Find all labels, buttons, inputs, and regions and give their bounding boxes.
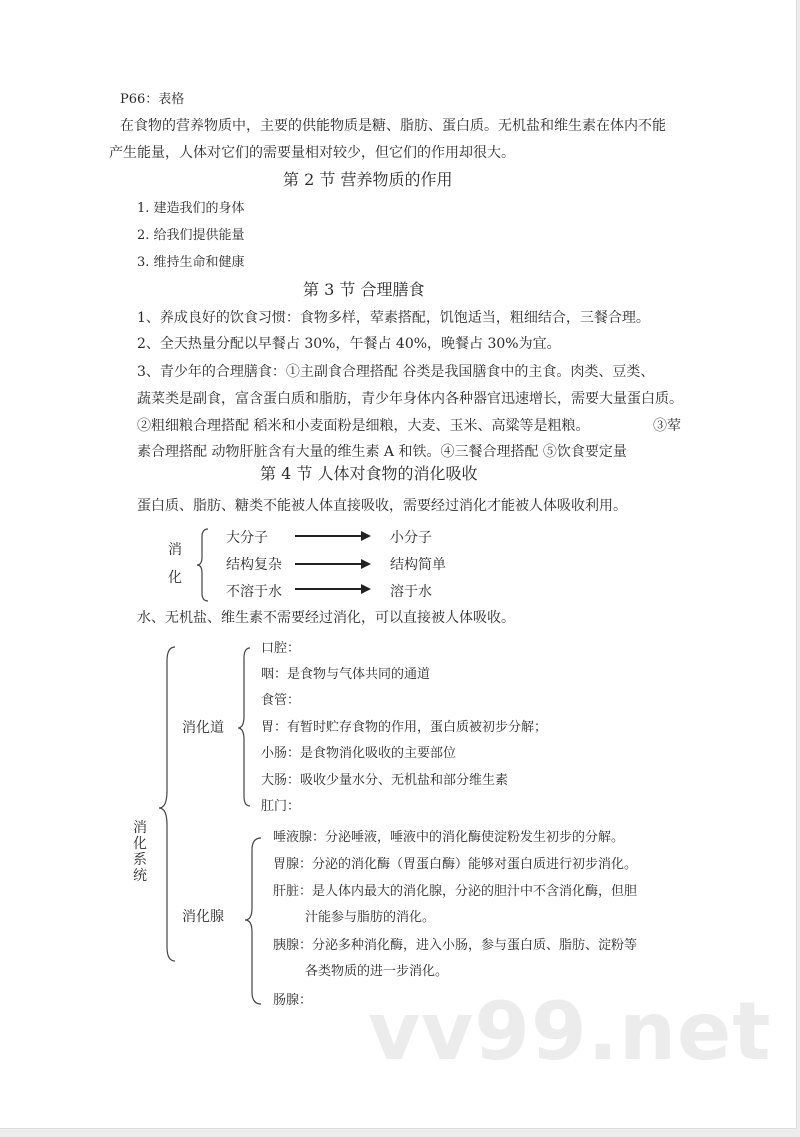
no-digestion-note: 水、无机盐、维生素不需要经过消化，可以直接被人体吸收。: [137, 610, 515, 626]
right-arrow-icon: [295, 558, 375, 570]
large-brace-icon: [155, 645, 179, 965]
section-4-title: 第 4 节 人体对食物的消化吸收: [260, 464, 478, 483]
section-2-title: 第 2 节 营养物质的作用: [283, 170, 453, 189]
section-3-line: 蔬菜类是副食，富含蛋白质和脂肪，青少年身体内各种器官迅速增长，需要大量蛋白质。: [137, 391, 683, 407]
transform-from: 不溶于水: [226, 584, 282, 600]
digestion-label: 消化: [168, 542, 182, 586]
section-3-line: 素合理搭配 动物肝脏含有大量的维生素 A 和铁。④三餐合理搭配 ⑤饮食要定量: [137, 444, 627, 460]
section-3-line: 3、青少年的合理膳食：①主副食合理搭配 谷类是我国膳食中的主食。肉类、豆类、: [137, 364, 655, 380]
watermark: vv99.net: [368, 985, 772, 1078]
gland-item: 肝脏：是人体内最大的消化腺，分泌的胆汁中不含消化酶，但胆: [273, 884, 638, 899]
gland-item: 胰腺：分泌多种消化酶，进入小肠，参与蛋白质、脂肪、淀粉等: [273, 938, 638, 953]
transform-from: 结构复杂: [226, 557, 282, 573]
gland-item: 胃腺：分泌的消化酶（胃蛋白酶）能够对蛋白质进行初步消化。: [273, 857, 638, 872]
digestive-glands-label: 消化腺: [182, 909, 224, 925]
intro-line-2: 产生能量，人体对它们的需要量相对较少，但它们的作用却很大。: [109, 145, 515, 161]
section-3-title: 第 3 节 合理膳食: [303, 280, 425, 299]
gland-item: 各类物质的进一步消化。: [305, 964, 449, 979]
section-2-item: 1. 建造我们的身体: [137, 201, 245, 216]
section-3-line: ②粗细粮合理搭配 稻米和小麦面粉是细粮，大麦、玉米、高粱等是粗粮。: [137, 418, 590, 434]
tract-item: 肛门：: [261, 799, 301, 814]
digestive-system-label: 消化系统: [133, 820, 147, 884]
glands-brace-icon: [243, 836, 265, 1006]
section-3-line: 2、全天热量分配以早餐占 30%，午餐占 40%，晚餐占 30%为宜。: [137, 336, 561, 352]
section-3-line: 1、养成良好的饮食习惯：食物多样，荤素搭配，饥饱适当，粗细结合，三餐合理。: [137, 310, 650, 326]
intro-line-1: 在食物的营养物质中，主要的供能物质是糖、脂肪、蛋白质。无机盐和维生素在体内不能: [120, 118, 666, 134]
tract-item: 胃：有暂时贮存食物的作用，蛋白质被初步分解；: [261, 720, 548, 735]
tract-item: 小肠：是食物消化吸收的主要部位: [261, 746, 457, 761]
gland-item: 肠腺：: [273, 993, 313, 1008]
page-reference: P66：表格: [120, 92, 185, 107]
transform-to: 溶于水: [390, 584, 432, 600]
section-4-intro: 蛋白质、脂肪、糖类不能被人体直接吸收，需要经过消化才能被人体吸收利用。: [137, 498, 627, 514]
tract-item: 咽：是食物与气体共同的通道: [261, 667, 431, 682]
digestive-tract-label: 消化道: [182, 720, 224, 736]
transform-to: 小分子: [390, 530, 432, 546]
tract-item: 食管：: [261, 693, 301, 708]
tract-item: 大肠：吸收少量水分、无机盐和部分维生素: [261, 773, 509, 788]
right-arrow-icon: [295, 530, 375, 542]
transform-from: 大分子: [226, 530, 268, 546]
right-arrow-icon: [295, 583, 375, 595]
section-2-item: 2. 给我们提供能量: [137, 228, 245, 243]
gland-item: 唾液腺：分泌唾液，唾液中的消化酶使淀粉发生初步的分解。: [273, 830, 625, 845]
section-3-line: ③荤: [653, 418, 681, 434]
gland-item: 汁能参与脂肪的消化。: [305, 910, 436, 925]
tract-item: 口腔：: [261, 641, 301, 656]
tract-brace-icon: [236, 646, 256, 808]
transform-to: 结构简单: [390, 557, 446, 573]
left-brace-icon: [196, 527, 216, 603]
section-2-item: 3. 维持生命和健康: [137, 255, 245, 270]
